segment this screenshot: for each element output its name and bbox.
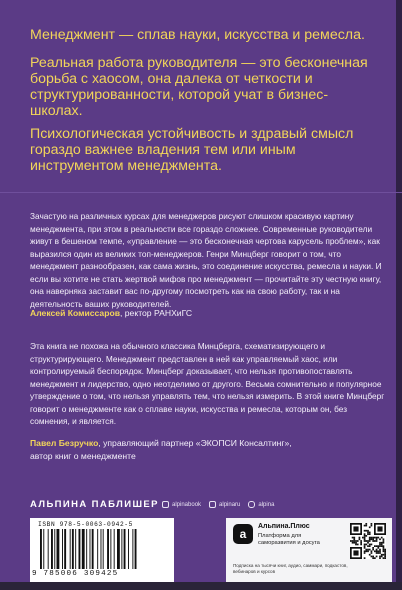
- publisher-logo: АЛЬПИНА ПАБЛИШЕР: [30, 499, 159, 510]
- barcode-icon: [40, 529, 164, 569]
- review-2-role: , управляющий партнер «ЭКОПСИ Консалтинг»,: [98, 438, 292, 448]
- cover-spine-edge: [396, 0, 402, 590]
- review-2-author: Павел Безручко: [30, 438, 99, 448]
- social-link-vk[interactable]: [209, 501, 240, 508]
- qr-code-icon[interactable]: [350, 523, 386, 559]
- review-2-text: Эта книга не похожа на обычного классика Минцберга, схематизирующего и структурирующего. Менеджмент представлен в ней как управляемый хаос, или контролируемый беспорядок. Минцберг доказывает, что нельзя противопоставлять менеджмент и лидерство, одно неотделимо от другого. Весьма сомнительно и популярное утверждение о том, что нельзя управлять тем, что нельзя измерить. В этой книге Минцберг говорит о менеджменте как о сплаве науки, искусства и ремесла, которым он, без сомнения, и является.: [30, 341, 385, 426]
- barcode-digits: 9 785006 309425: [32, 570, 119, 578]
- social-link-instagram[interactable]: [248, 501, 274, 508]
- publisher-row: [30, 497, 392, 515]
- review-2-signature: [30, 437, 292, 450]
- heading-3: Психологическая устойчивость и здравый смысл гораздо важнее владения тем или иным инструментом менеджмента.: [30, 126, 354, 174]
- review-1-author: Алексей Комиссаров: [30, 308, 120, 318]
- review-2-role-line-2: автор книг о менеджменте: [30, 451, 136, 461]
- review-1-text: Зачастую на различных курсах для менеджеров рисуют слишком красивую картину менеджмента, при этом в реальности все гораздо сложнее. Современные руководители живут в бешеном темпе, «управление — это бесконечная чертова карусель проблем», как выразился один из великих топ-менеджеров. Генри Минцберг говорит о том, что менеджмент разнообразен, как сама жизнь, это соединение искусства, ремесла и науки. И если вы хотите не стать жертвой мифов про менеджмент — прочитайте эту честную книгу, она наверняка заставит вас по-другому посмотреть как на свою работу, так и на деятельность ваших руководителей.: [30, 211, 382, 309]
- social-label: alpinaru: [219, 501, 241, 508]
- heading-2: Реальная работа руководителя — это бесконечная борьба с хаосом, она далека от четкости и структурированности, которой учат в бизнес-школах.: [30, 55, 368, 119]
- social-links: [162, 501, 274, 508]
- isbn-number: ISBN 978-5-0063-0942-5: [38, 521, 133, 528]
- section-divider: [0, 192, 402, 193]
- app-logo-icon: a: [233, 524, 253, 544]
- app-promo-panel[interactable]: [226, 518, 392, 582]
- barcode-panel: [30, 518, 174, 582]
- heading-1: Менеджмент — сплав науки, искусства и ремесла.: [30, 27, 365, 43]
- bottom-edge: [0, 582, 402, 590]
- vk-icon: [209, 501, 216, 508]
- app-subtitle: Платформа для саморазвития и досуга: [258, 533, 320, 546]
- app-note: Подписка на тысячи книг, аудио, саммари, подкастов, вебинаров и курсов: [233, 563, 348, 574]
- review-1-role: , ректор РАНХиГС: [120, 308, 193, 318]
- social-link-telegram[interactable]: [162, 501, 201, 508]
- telegram-icon: [162, 501, 169, 508]
- social-label: alpinabook: [172, 501, 202, 508]
- instagram-icon: [248, 501, 255, 508]
- social-label: alpina: [258, 501, 275, 508]
- review-1-signature: [30, 307, 192, 320]
- app-title: Альпина.Плюс: [258, 523, 310, 530]
